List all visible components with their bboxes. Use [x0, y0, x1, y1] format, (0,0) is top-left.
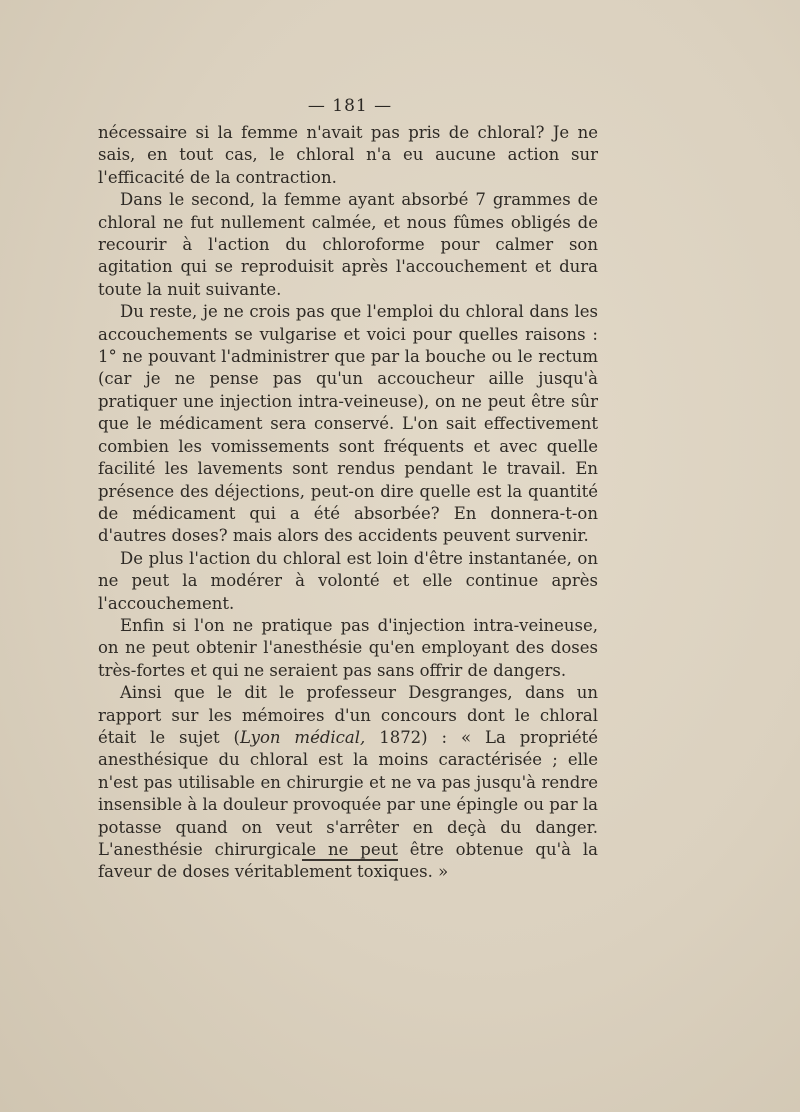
paragraph-6-end: 1872) : « La propriété anesthésique du chloral est la moins caractérisée ; elle n'est pas utilisable en chirurgie et ne va pas jusqu'à rendre insensible à la douleur provoquée par une épingle ou par la potasse quand on veut s'arrêter en deçà du danger. L'anesthésie chirurgicale ne peut être obtenue qu'à la faveur de doses véritablement toxiques. » [98, 727, 598, 882]
paragraph-2: Dans le second, la femme ayant absorbé 7 grammes de chloral ne fut nullement calmée, et nous fûmes obligés de recourir à l'action du chloroforme pour calmer son agitation qui se reproduisit après l'accouchement et dura toute la nuit suivante. [98, 190, 598, 299]
paragraph-1: nécessaire si la femme n'avait pas pris de chloral? Je ne sais, en tout cas, le chloral n'a eu aucune action sur l'efficacité de la contraction. [98, 123, 598, 187]
page-number: — 181 — [307, 96, 393, 116]
paragraph-6 [98, 682, 598, 884]
paragraph-3: Du reste, je ne crois pas que l'emploi du chloral dans les accouchements se vulgarise et voici pour quelles raisons : 1° ne pouvant l'administrer que par la bouche ou le rectum (car je ne pense pas qu'un accoucheur aille jusqu'à pratiquer une injection intra-veineuse), on ne peut être sûr que le médicament sera conservé. L'on sait effectivement combien les vomissements sont fréquents et avec quelle facilité les lavements sont rendus pendant le travail. En présence des déjections, peut-on dire quelle est la quantité de médicament qui a été absorbée? En donnera-t-on d'autres doses? mais alors des accidents peuvent survenir. [98, 302, 598, 546]
end-rule [302, 859, 398, 861]
paragraph-5: Enfin si l'on ne pratique pas d'injection intra-veineuse, on ne peut obtenir l'anesthésie qu'en employant des doses très-fortes et qui ne seraient pas sans offrir de dangers. [98, 615, 598, 680]
paragraph-4: De plus l'action du chloral est loin d'être instantanée, on ne peut la modérer à volonté et elle continue après l'accouchement. [98, 548, 598, 613]
citation-lyon-medical: Lyon médical, [239, 727, 366, 747]
body-text [98, 122, 598, 884]
paragraph-6-start: Ainsi que le dit le professeur Desgranges, dans un rapport sur les mémoires d'un concours dont le chloral était le sujet ( [98, 683, 598, 747]
